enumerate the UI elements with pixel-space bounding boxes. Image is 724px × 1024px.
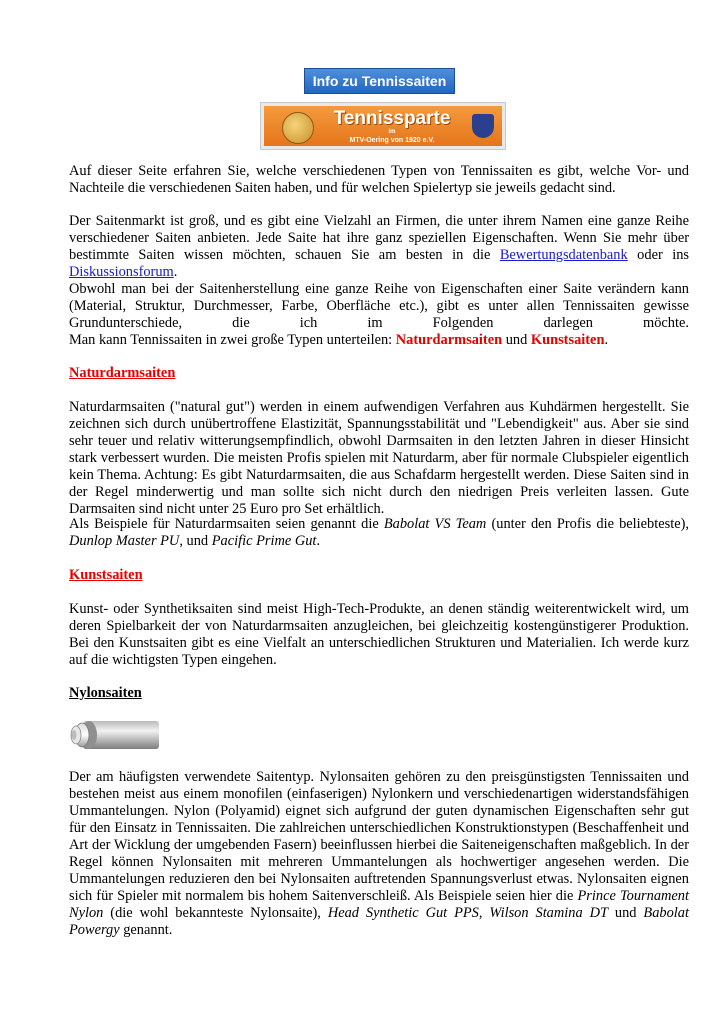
synthetic-paragraph: Kunst- oder Synthetiksaiten sind meist High-Tech-Produkte, an denen ständig weiterentwickelt wird, um deren Spielbarkeit der von Naturdarmsaiten anzugleichen, bei gleichzeitig kostengünstigerer Produktion. Bei den Kunstsaiten gibt es eine Vielfalt an unterschiedlichen Strukturen und Materialien. Ich werde kurz auf die wichtigsten Typen eingehen. bbox=[69, 601, 689, 668]
natural-gut-paragraph: Naturdarmsaiten ("natural gut") werden in einem aufwendigen Verfahren aus Kuhdärmen hergestellt. Sie zeichnen sich durch unübertroffene Elastizität, Spannungsstabilität und "Lebendigkeit" aus. Aber sie sind sehr teuer und relativ witterungsempfindlich, obwohl Darmsaiten in den letzten Jahren in dieser Hinsicht stark verbessert wurden. Die meisten Profis spielen mit Naturdarm, aber für normale Clubspieler eigentlich kein Thema. Achtung: Es gibt Naturdarmsaiten, die aus Schafdarm hergestellt werden. Diese Saiten sind in der Regel minderwertig und man sollte sich nicht durch den niedrigen Preis verleiten lassen. Gute Darmsaiten sind nicht unter 25 Euro pro Set erhältlich. bbox=[69, 399, 689, 517]
product-name: Pacific Prime Gut bbox=[211, 533, 317, 549]
nylon-paragraph bbox=[69, 769, 689, 939]
examples-text: . bbox=[316, 533, 321, 549]
intro-paragraph-4 bbox=[69, 332, 689, 349]
examples-text: Als Beispiele für Naturdarmsaiten seien genannt die bbox=[69, 516, 384, 532]
intro-text: Der Saitenmarkt ist groß, und es gibt eine Vielzahl an Firmen, die unter ihrem Namen eine ganze Reihe verschiedener Saiten anbieten. Jede Saite hat ihre ganz speziellen Eigenschaften. Wenn Sie mehr über bestimmte Saiten wissen möchten, schauen Sie am besten in die bbox=[69, 213, 689, 263]
tennis-ball-icon bbox=[282, 112, 314, 144]
logo-subtitle-club: MTV-Oering von 1920 e.V. bbox=[349, 137, 435, 144]
rating-database-link[interactable]: Bewertungsdatenbank bbox=[499, 247, 628, 263]
examples-text: (unter den Profis die beliebteste), bbox=[486, 516, 690, 532]
club-logo bbox=[260, 102, 506, 150]
product-name: Head Synthetic Gut PPS bbox=[327, 905, 479, 921]
synthetic-highlight: Kunstsaiten bbox=[530, 332, 605, 348]
logo-banner bbox=[264, 106, 502, 146]
natural-gut-highlight: Naturdarmsaiten bbox=[395, 332, 503, 348]
product-name: Wilson Stamina DT bbox=[489, 905, 608, 921]
nylon-text: Der am häufigsten verwendete Saitentyp. Nylonsaiten gehören zu den preisgünstigsten Tennissaiten und bestehen meist aus einem monofilen (einfaserigen) Nylonkern und verschiedenartigen widerstandsfähigen Ummantelungen. Nylon (Polyamid) eignet sich aufgrund der guten dynamischen Eigenschaften sehr gut für den Einsatz in Tennissaiten. Die zahlreichen unterschiedlichen Konstruktionstypen (Beschaffenheit und Art der Wicklung der umgebenden Fasern) beeinflussen hierbei die Saiteneigenschaften maßgeblich. In der Regel können Nylonsaiten mit mehreren Ummantelungen als hochwertiger angesehen werden. Die Ummantelungen reduzieren den bei Nylonsaiten auftretenden Spannungsverlust etwas. Nylonsaiten eignen sich für Spieler mit normalem bis hohem Saitenverschleiß. Als Beispiele seien hier die bbox=[69, 769, 689, 904]
intro-text: oder ins bbox=[627, 247, 690, 263]
product-name: Dunlop Master PU bbox=[69, 533, 180, 549]
club-crest-icon bbox=[472, 114, 494, 138]
nylon-text: und bbox=[607, 905, 644, 921]
nylon-text: (die wohl bekannteste Nylonsaite), bbox=[103, 905, 328, 921]
string-cross-section-icon bbox=[69, 717, 161, 753]
intro-paragraph-2 bbox=[69, 213, 689, 281]
intro-paragraph-1: Auf dieser Seite erfahren Sie, welche verschiedenen Typen von Tennissaiten es gibt, welche Vor- und Nachteile die verschiedenen Saiten haben, und für welchen Spielertyp sie jeweils gedacht sind. bbox=[69, 163, 689, 196]
heading-nylonsaiten: Nylonsaiten bbox=[69, 685, 142, 701]
natural-gut-examples bbox=[69, 516, 689, 550]
heading-kunstsaiten: Kunstsaiten bbox=[69, 567, 143, 583]
product-name: Prince Tournament Nylon bbox=[69, 888, 689, 921]
logo-subtitle-im: im bbox=[388, 129, 396, 135]
product-name: Babolat VS Team bbox=[383, 516, 487, 532]
page-title-button[interactable]: Info zu Tennissaiten bbox=[304, 68, 455, 94]
nylon-text: , bbox=[478, 905, 490, 921]
product-name: Babolat Powergy bbox=[69, 905, 689, 938]
intro-text: . bbox=[173, 264, 178, 280]
intro-paragraph-3: Obwohl man bei der Saitenherstellung eine ganze Reihe von Eigenschaften einer Saite verändern kann (Material, Struktur, Durchmesser, Farbe, Oberfläche etc.), gibt es unter allen Tennissaiten gewisse Grundunterschiede, die ich im Folgenden darlegen möchte. bbox=[69, 281, 689, 331]
discussion-forum-link[interactable]: Diskussionsforum bbox=[69, 264, 174, 280]
examples-text: , und bbox=[179, 533, 212, 549]
intro-text: Man kann Tennissaiten in zwei große Typen unterteilen: bbox=[69, 332, 396, 348]
heading-naturdarmsaiten: Naturdarmsaiten bbox=[69, 365, 176, 381]
nylon-text: genannt. bbox=[119, 922, 173, 938]
intro-text: . bbox=[604, 332, 609, 348]
logo-title: Tennissparte bbox=[333, 108, 451, 129]
intro-text: und bbox=[502, 332, 531, 348]
